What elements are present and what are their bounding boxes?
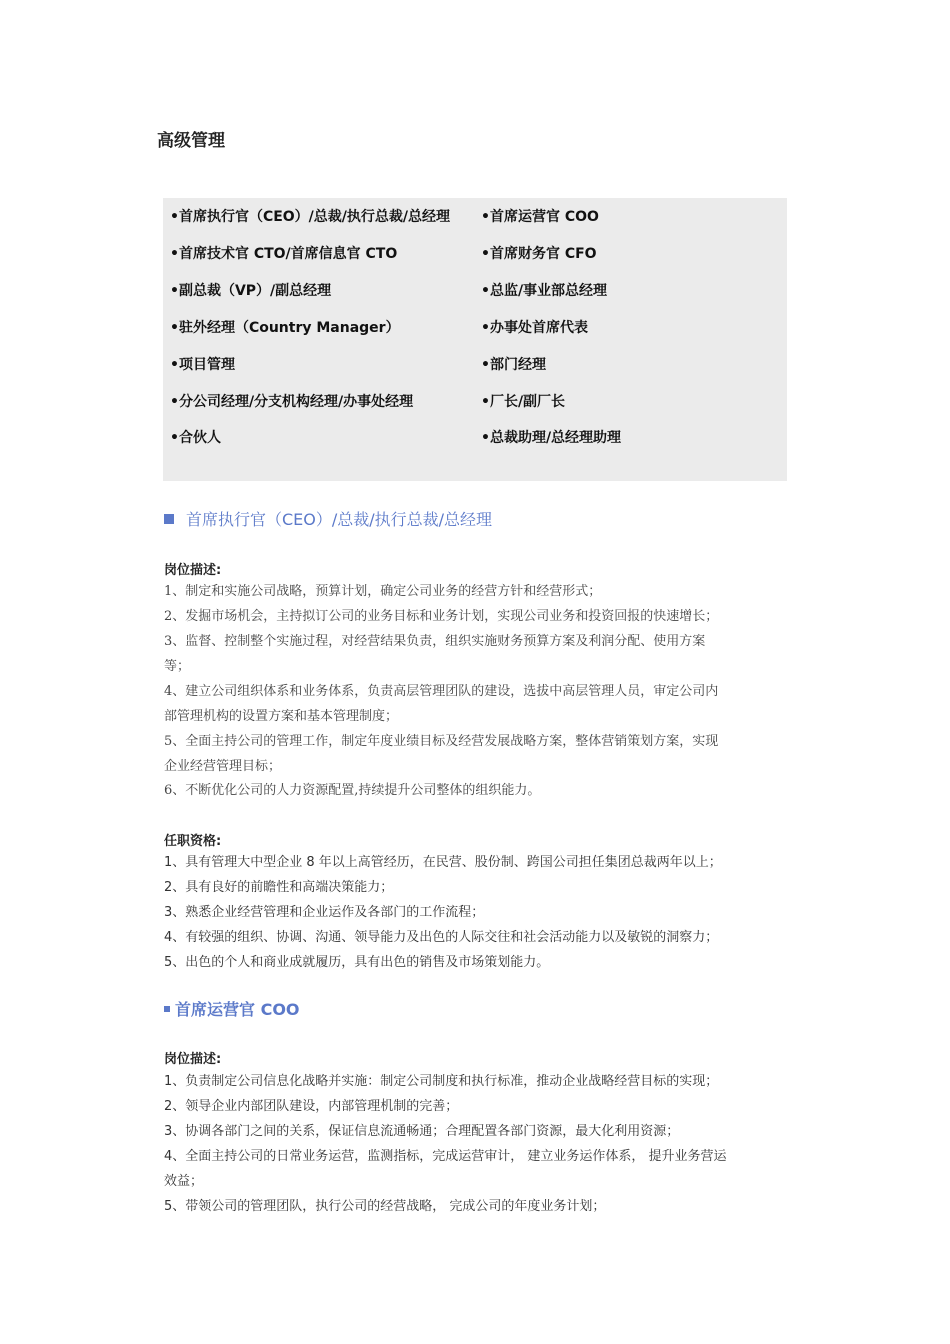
index-box: [163, 198, 787, 481]
req-line: 2、具有良好的前瞻性和高端决策能力；: [164, 880, 394, 895]
desc-line: 4、全面主持公司的日常业务运营，监测指标，完成运营审计， 建立业务运作体系， 提升业务营运: [164, 1149, 727, 1164]
desc-label: 岗位描述:: [164, 563, 222, 578]
desc-line: 6、不断优化公司的人力资源配置,持续提升公司整体的组织能力。: [164, 783, 541, 798]
req-line: 5、出色的个人和商业成就履历，具有出色的销售及市场策划能力。: [164, 955, 550, 970]
desc-line: 3、监督、控制整个实施过程，对经营结果负责，组织实施财务预算方案及利润分配、使用方案: [164, 634, 706, 649]
index-item: •总监/事业部总经理: [481, 283, 608, 299]
index-item: •驻外经理（Country Manager）: [170, 320, 400, 336]
square-bullet-icon: [164, 514, 174, 524]
desc-line: 2、发掘市场机会，主持拟订公司的业务目标和业务计划，实现公司业务和投资回报的快速增长；: [164, 609, 719, 624]
index-item: •首席运营官 COO: [481, 209, 599, 225]
index-item: •部门经理: [481, 357, 546, 373]
index-item: •厂长/副厂长: [481, 394, 566, 410]
index-item: •首席执行官（CEO）/总裁/执行总裁/总经理: [170, 209, 451, 225]
index-item: •项目管理: [170, 357, 235, 373]
req-label: 任职资格:: [164, 834, 222, 849]
desc-line: 5、带领公司的管理团队，执行公司的经营战略， 完成公司的年度业务计划；: [164, 1199, 606, 1214]
index-item: •首席财务官 CFO: [481, 246, 597, 262]
req-line: 1、具有管理大中型企业 8 年以上高管经历，在民营、股份制、跨国公司担任集团总裁两年以上；: [164, 855, 722, 870]
desc-line: 4、建立公司组织体系和业务体系，负责高层管理团队的建设，选拔中高层管理人员，审定公司内: [164, 684, 719, 699]
desc-line: 5、全面主持公司的管理工作，制定年度业绩目标及经营发展战略方案，整体营销策划方案，实现: [164, 734, 719, 749]
index-item: •合伙人: [170, 430, 221, 446]
section-heading-text: 首席运营官 COO: [175, 1000, 300, 1019]
section-heading-ceo: [164, 509, 492, 531]
desc-line: 3、协调各部门之间的关系，保证信息流通畅通；合理配置各部门资源，最大化利用资源；: [164, 1124, 680, 1139]
desc-line: 1、负责制定公司信息化战略并实施：制定公司制度和执行标准，推动企业战略经营目标的实现；: [164, 1074, 719, 1089]
section-heading-text: 首席执行官（CEO）/总裁/执行总裁/总经理: [186, 510, 493, 529]
req-line: 3、熟悉企业经营管理和企业运作及各部门的工作流程；: [164, 905, 485, 920]
section-heading-coo: [164, 999, 300, 1021]
desc-line: 等；: [164, 659, 191, 674]
desc-line: 1、制定和实施公司战略，预算计划，确定公司业务的经营方针和经营形式；: [164, 584, 602, 599]
square-bullet-icon: [164, 1006, 170, 1012]
index-item: •办事处首席代表: [481, 320, 588, 336]
desc-line: 企业经营管理目标；: [164, 759, 282, 774]
req-line: 4、有较强的组织、协调、沟通、领导能力及出色的人际交往和社会活动能力以及敏锐的洞察力；: [164, 930, 719, 945]
index-item: •总裁助理/总经理助理: [481, 430, 622, 446]
index-item: •分公司经理/分支机构经理/办事处经理: [170, 394, 414, 410]
index-item: •首席技术官 CTO/首席信息官 CTO: [170, 246, 398, 262]
desc-line: 部管理机构的设置方案和基本管理制度；: [164, 709, 399, 724]
desc-label: 岗位描述:: [164, 1052, 222, 1067]
desc-line: 效益；: [164, 1174, 204, 1189]
desc-line: 2、领导企业内部团队建设，内部管理机制的完善；: [164, 1099, 459, 1114]
index-item: •副总裁（VP）/副总经理: [170, 283, 332, 299]
page-title: 高级管理: [157, 131, 225, 151]
